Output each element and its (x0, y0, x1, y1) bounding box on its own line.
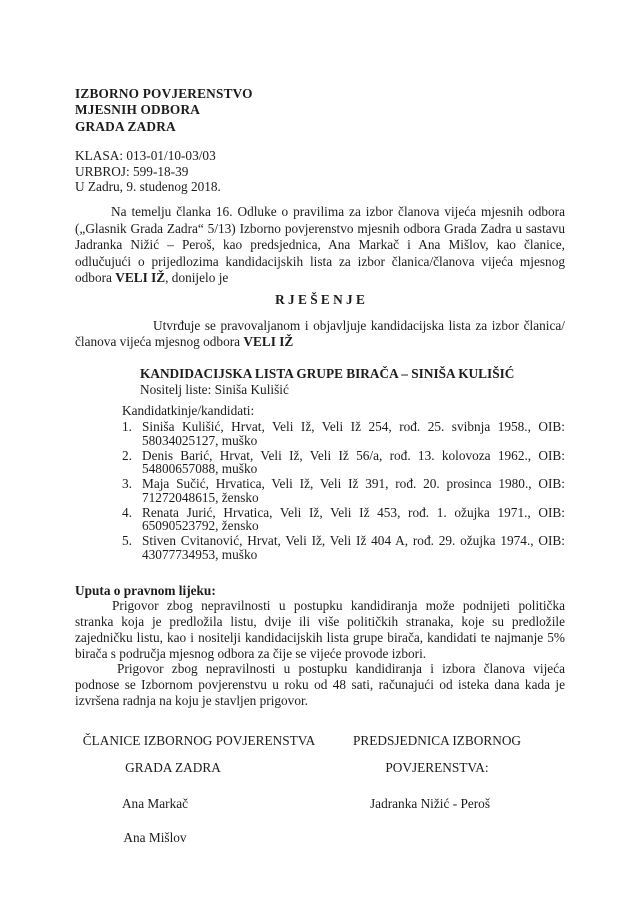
candidate-text: Siniša Kulišić, Hrvat, Veli Iž, Veli Iž 254, rođ. 25. svibnja 1958., OIB: 58034025127, muško (142, 419, 565, 448)
statement-paragraph (75, 318, 565, 352)
statement-text-before: Utvrđuje se pravovaljanom i objavljuje kandidacijska lista za izbor članica/članova vijeća mjesnog odbora (75, 317, 565, 350)
intro-emphasis: VELI IŽ (115, 270, 166, 286)
candidate-text: Denis Barić, Hrvat, Veli Iž, Veli Iž 56/a, rođ. 13. kolovoza 1962., OIB: 54800657088, muško (142, 447, 565, 477)
letterhead (75, 86, 565, 135)
candidate-item (122, 506, 565, 533)
urbroj-line: URBROJ: 599-18-39 (75, 163, 189, 179)
intro-paragraph (75, 204, 565, 287)
president-name: Jadranka Nižić - Peroš (370, 795, 490, 811)
president-title-line-2: POVJERENSTVA: (385, 760, 489, 776)
candidate-text: Maja Sučić, Hrvatica, Veli Iž, Veli Iž 391, rođ. 20. prosinca 1980., OIB: 71272048615, žensko (142, 476, 565, 505)
signature-president-column (331, 733, 543, 846)
letterhead-line-2: MJESNIH ODBORA (75, 102, 201, 118)
candidate-list-holder: Nositelj liste: Siniša Kulišić (140, 381, 289, 397)
members-title-line-1: ČLANICE IZBORNOG POVJERENSTVA (82, 732, 316, 748)
place-date-line: U Zadru, 9. studenog 2018. (75, 179, 221, 195)
intro-text-after: , donijelo je (165, 270, 229, 286)
decision-title: R J E Š E N J E (275, 291, 365, 307)
candidate-list-title: KANDIDACIJSKA LISTA GRUPE BIRAČA – SINIŠA KULIŠIĆ (140, 366, 515, 382)
candidate-number: 2. (122, 447, 132, 463)
member-name-2: Ana Mišlov (123, 830, 187, 846)
candidate-list-heading (140, 366, 565, 397)
intro-text-before: Na temelju članka 16. Odluke o pravilima za izbor članova vijeća mjesnih odbora („Glasnik Grada Zadra“ 5/13) Izborno povjerenstvo mjesnih odbora Grada Zadra u sastavu Jadranka Nižić – Peroš, kao predsjednica, Ana Markač i Ana Mišlov, kao članice, odlučujući o prijedlozima kandidacijskih lista za izbor članica/članova vijeća mjesnog odbora (75, 204, 565, 286)
reference-block (75, 148, 565, 195)
candidate-item (122, 449, 565, 476)
signature-block (75, 733, 565, 846)
letterhead-line-1: IZBORNO POVJERENSTVO (75, 86, 253, 101)
legal-remedy-paragraph-2: Prigovor zbog nepravilnosti u postupku kandidiranja i izbora članova vijeća podnose se Izbornom povjerenstvu u roku od 48 sati, računajući od isteka dana kada je izvršena radnja na koju je stavljen prigovor. (75, 661, 565, 708)
letterhead-line-3: GRADA ZADRA (75, 118, 176, 134)
candidate-number: 5. (122, 533, 132, 549)
candidate-list (122, 403, 565, 561)
candidate-text: Renata Jurić, Hrvatica, Veli Iž, Veli Iž 453, rođ. 1. ožujka 1971., OIB: 65090523792, žensko (142, 504, 565, 534)
legal-remedy-section (75, 583, 565, 709)
candidate-item (122, 534, 565, 561)
candidate-number: 1. (122, 419, 132, 435)
members-title-line-2: GRADA ZADRA (125, 760, 221, 776)
candidate-item (122, 477, 565, 504)
klasa-line: KLASA: 013-01/10-03/03 (75, 147, 216, 163)
candidate-number: 4. (122, 504, 132, 520)
candidate-number: 3. (122, 476, 132, 492)
member-name-1: Ana Markač (121, 795, 189, 811)
statement-emphasis: VELI IŽ (243, 334, 294, 350)
president-title-line-1: PREDSJEDNICA IZBORNOG (352, 732, 522, 748)
candidates-label: Kandidatkinje/kandidati: (122, 403, 255, 419)
candidate-item (122, 420, 565, 447)
legal-remedy-paragraph-1: Prigovor zbog nepravilnosti u postupku kandidiranja može podnijeti politička stranka koja je predložila listu, dvije ili više političkih stranaka, koje su predložile zajedničku listu, kao i nositelji kandidacijskih lista grupe birača, kandidati te najmanje 5% birača s područja mjesnog odbora za čije se vijeće provode izbori. (75, 598, 565, 661)
signature-members-column (75, 733, 323, 846)
legal-remedy-heading: Uputa o pravnom lijeku: (75, 583, 216, 599)
candidate-text: Stiven Cvitanović, Hrvat, Veli Iž, Veli Iž 404 A, rođ. 29. ožujka 1974., OIB: 43077734953, muško (142, 533, 565, 562)
